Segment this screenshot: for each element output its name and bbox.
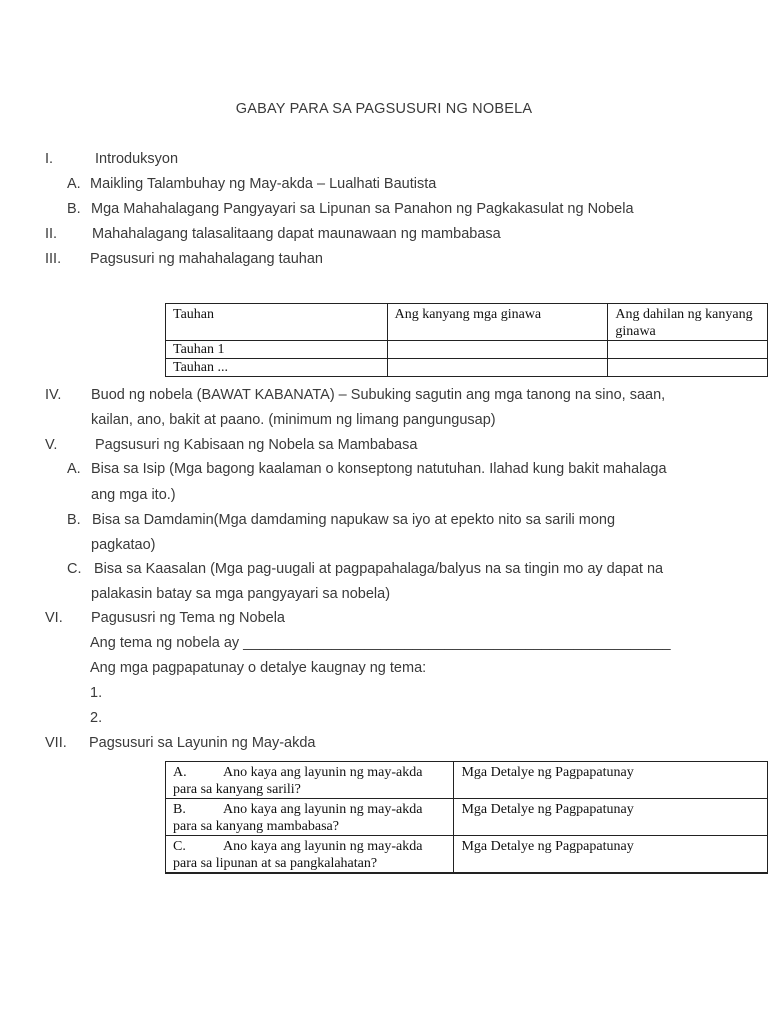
tema-blank: _____________________________________________________ xyxy=(243,635,671,651)
item-i-a-text: Maikling Talambuhay ng May-akda – Lualhati Bautista xyxy=(90,176,437,192)
tauhan-more-cell: Tauhan ... xyxy=(166,359,388,377)
table-row xyxy=(166,341,768,359)
section-vii-heading: Pagsusuri sa Layunin ng May-akda xyxy=(89,735,316,751)
item-v-a-letter: A. xyxy=(67,461,81,477)
table-row xyxy=(166,762,768,799)
detalye-cell: Mga Detalye ng Pagpapatunay xyxy=(454,799,768,836)
header-dahilan-line2: ginawa xyxy=(615,324,656,339)
empty-cell xyxy=(387,341,608,359)
section-v-number: V. xyxy=(45,437,58,453)
row-letter: C. xyxy=(173,839,186,854)
section-ii-number: II. xyxy=(45,226,58,242)
table-row xyxy=(166,799,768,836)
tauhan-table xyxy=(165,303,768,377)
question-line1: Ano kaya ang layunin ng may-akda xyxy=(223,765,423,780)
item-v-b-line1: Bisa sa Damdamin(Mga damdaming napukaw sa iyo at epekto nito sa sarili mong xyxy=(92,512,616,528)
section-v-heading: Pagsusuri ng Kabisaan ng Nobela sa Mambabasa xyxy=(95,437,418,453)
empty-cell xyxy=(608,341,768,359)
item-v-b-letter: B. xyxy=(67,512,81,528)
question-line1: Ano kaya ang layunin ng may-akda xyxy=(223,839,423,854)
header-dahilan-line1: Ang dahilan ng kanyang xyxy=(615,307,753,322)
section-vii-number: VII. xyxy=(45,735,67,751)
section-iv-line2: kailan, ano, bakit at paano. (minimum ng limang pangungusap) xyxy=(91,412,496,428)
question-line1: Ano kaya ang layunin ng may-akda xyxy=(223,802,423,817)
detalye-cell: Mga Detalye ng Pagpapatunay xyxy=(454,836,768,874)
item-i-b-letter: B. xyxy=(67,201,81,217)
layunin-table xyxy=(165,761,768,874)
item-i-a-letter: A. xyxy=(67,176,81,192)
section-iv-line1: Buod ng nobela (BAWAT KABANATA) – Subuking sagutin ang mga tanong na sino, saan, xyxy=(91,387,666,403)
item-v-b-line2: pagkatao) xyxy=(91,537,156,553)
table-row xyxy=(166,359,768,377)
layunin-question-cell xyxy=(166,762,454,799)
tema-label: Ang tema ng nobela ay xyxy=(90,635,244,651)
section-iii-number: III. xyxy=(45,251,62,267)
item-v-c-line1: Bisa sa Kaasalan (Mga pag-uugali at pagpapahalaga/balyus na sa tingin mo ay dapat na xyxy=(94,561,664,577)
question-line2: para sa kanyang sarili? xyxy=(173,782,301,797)
detalye-item-2: 2. xyxy=(90,710,103,726)
header-dahilan xyxy=(608,304,768,341)
section-iv-number: IV. xyxy=(45,387,62,403)
question-line2: para sa kanyang mambabasa? xyxy=(173,819,339,834)
section-iii-heading: Pagsusuri ng mahahalagang tauhan xyxy=(90,251,323,267)
item-v-a-line1: Bisa sa Isip (Mga bagong kaalaman o konseptong natutuhan. Ilahad kung bakit mahalaga xyxy=(91,461,667,477)
table-header-row xyxy=(166,304,768,341)
detalye-label: Ang mga pagpapatunay o detalye kaugnay ng tema: xyxy=(90,660,427,676)
section-vi-number: VI. xyxy=(45,610,63,626)
question-line2: para sa lipunan at sa pangkalahatan? xyxy=(173,856,378,871)
item-v-c-letter: C. xyxy=(67,561,82,577)
empty-cell xyxy=(387,359,608,377)
tauhan-1-cell: Tauhan 1 xyxy=(166,341,388,359)
section-i-number: I. xyxy=(45,151,54,167)
section-vi-heading: Pagususri ng Tema ng Nobela xyxy=(91,610,285,626)
header-tauhan: Tauhan xyxy=(166,304,388,341)
table-row xyxy=(166,836,768,874)
layunin-question-cell xyxy=(166,836,454,874)
section-ii-heading: Mahahalagang talasalitaang dapat maunawaan ng mambabasa xyxy=(92,226,501,242)
item-v-a-line2: ang mga ito.) xyxy=(91,487,176,503)
item-v-c-line2: palakasin batay sa mga pangyayari sa nobela) xyxy=(91,586,391,602)
tema-line xyxy=(90,635,671,651)
section-i-heading: Introduksyon xyxy=(95,151,179,167)
header-ginawa: Ang kanyang mga ginawa xyxy=(387,304,608,341)
document-title: GABAY PARA SA PAGSUSURI NG NOBELA xyxy=(235,101,533,117)
layunin-question-cell xyxy=(166,799,454,836)
item-i-b-text: Mga Mahahalagang Pangyayari sa Lipunan sa Panahon ng Pagkakasulat ng Nobela xyxy=(91,201,634,217)
row-letter: B. xyxy=(173,802,186,817)
detalye-cell: Mga Detalye ng Pagpapatunay xyxy=(454,762,768,799)
row-letter: A. xyxy=(173,765,187,780)
detalye-item-1: 1. xyxy=(90,685,103,701)
empty-cell xyxy=(608,359,768,377)
